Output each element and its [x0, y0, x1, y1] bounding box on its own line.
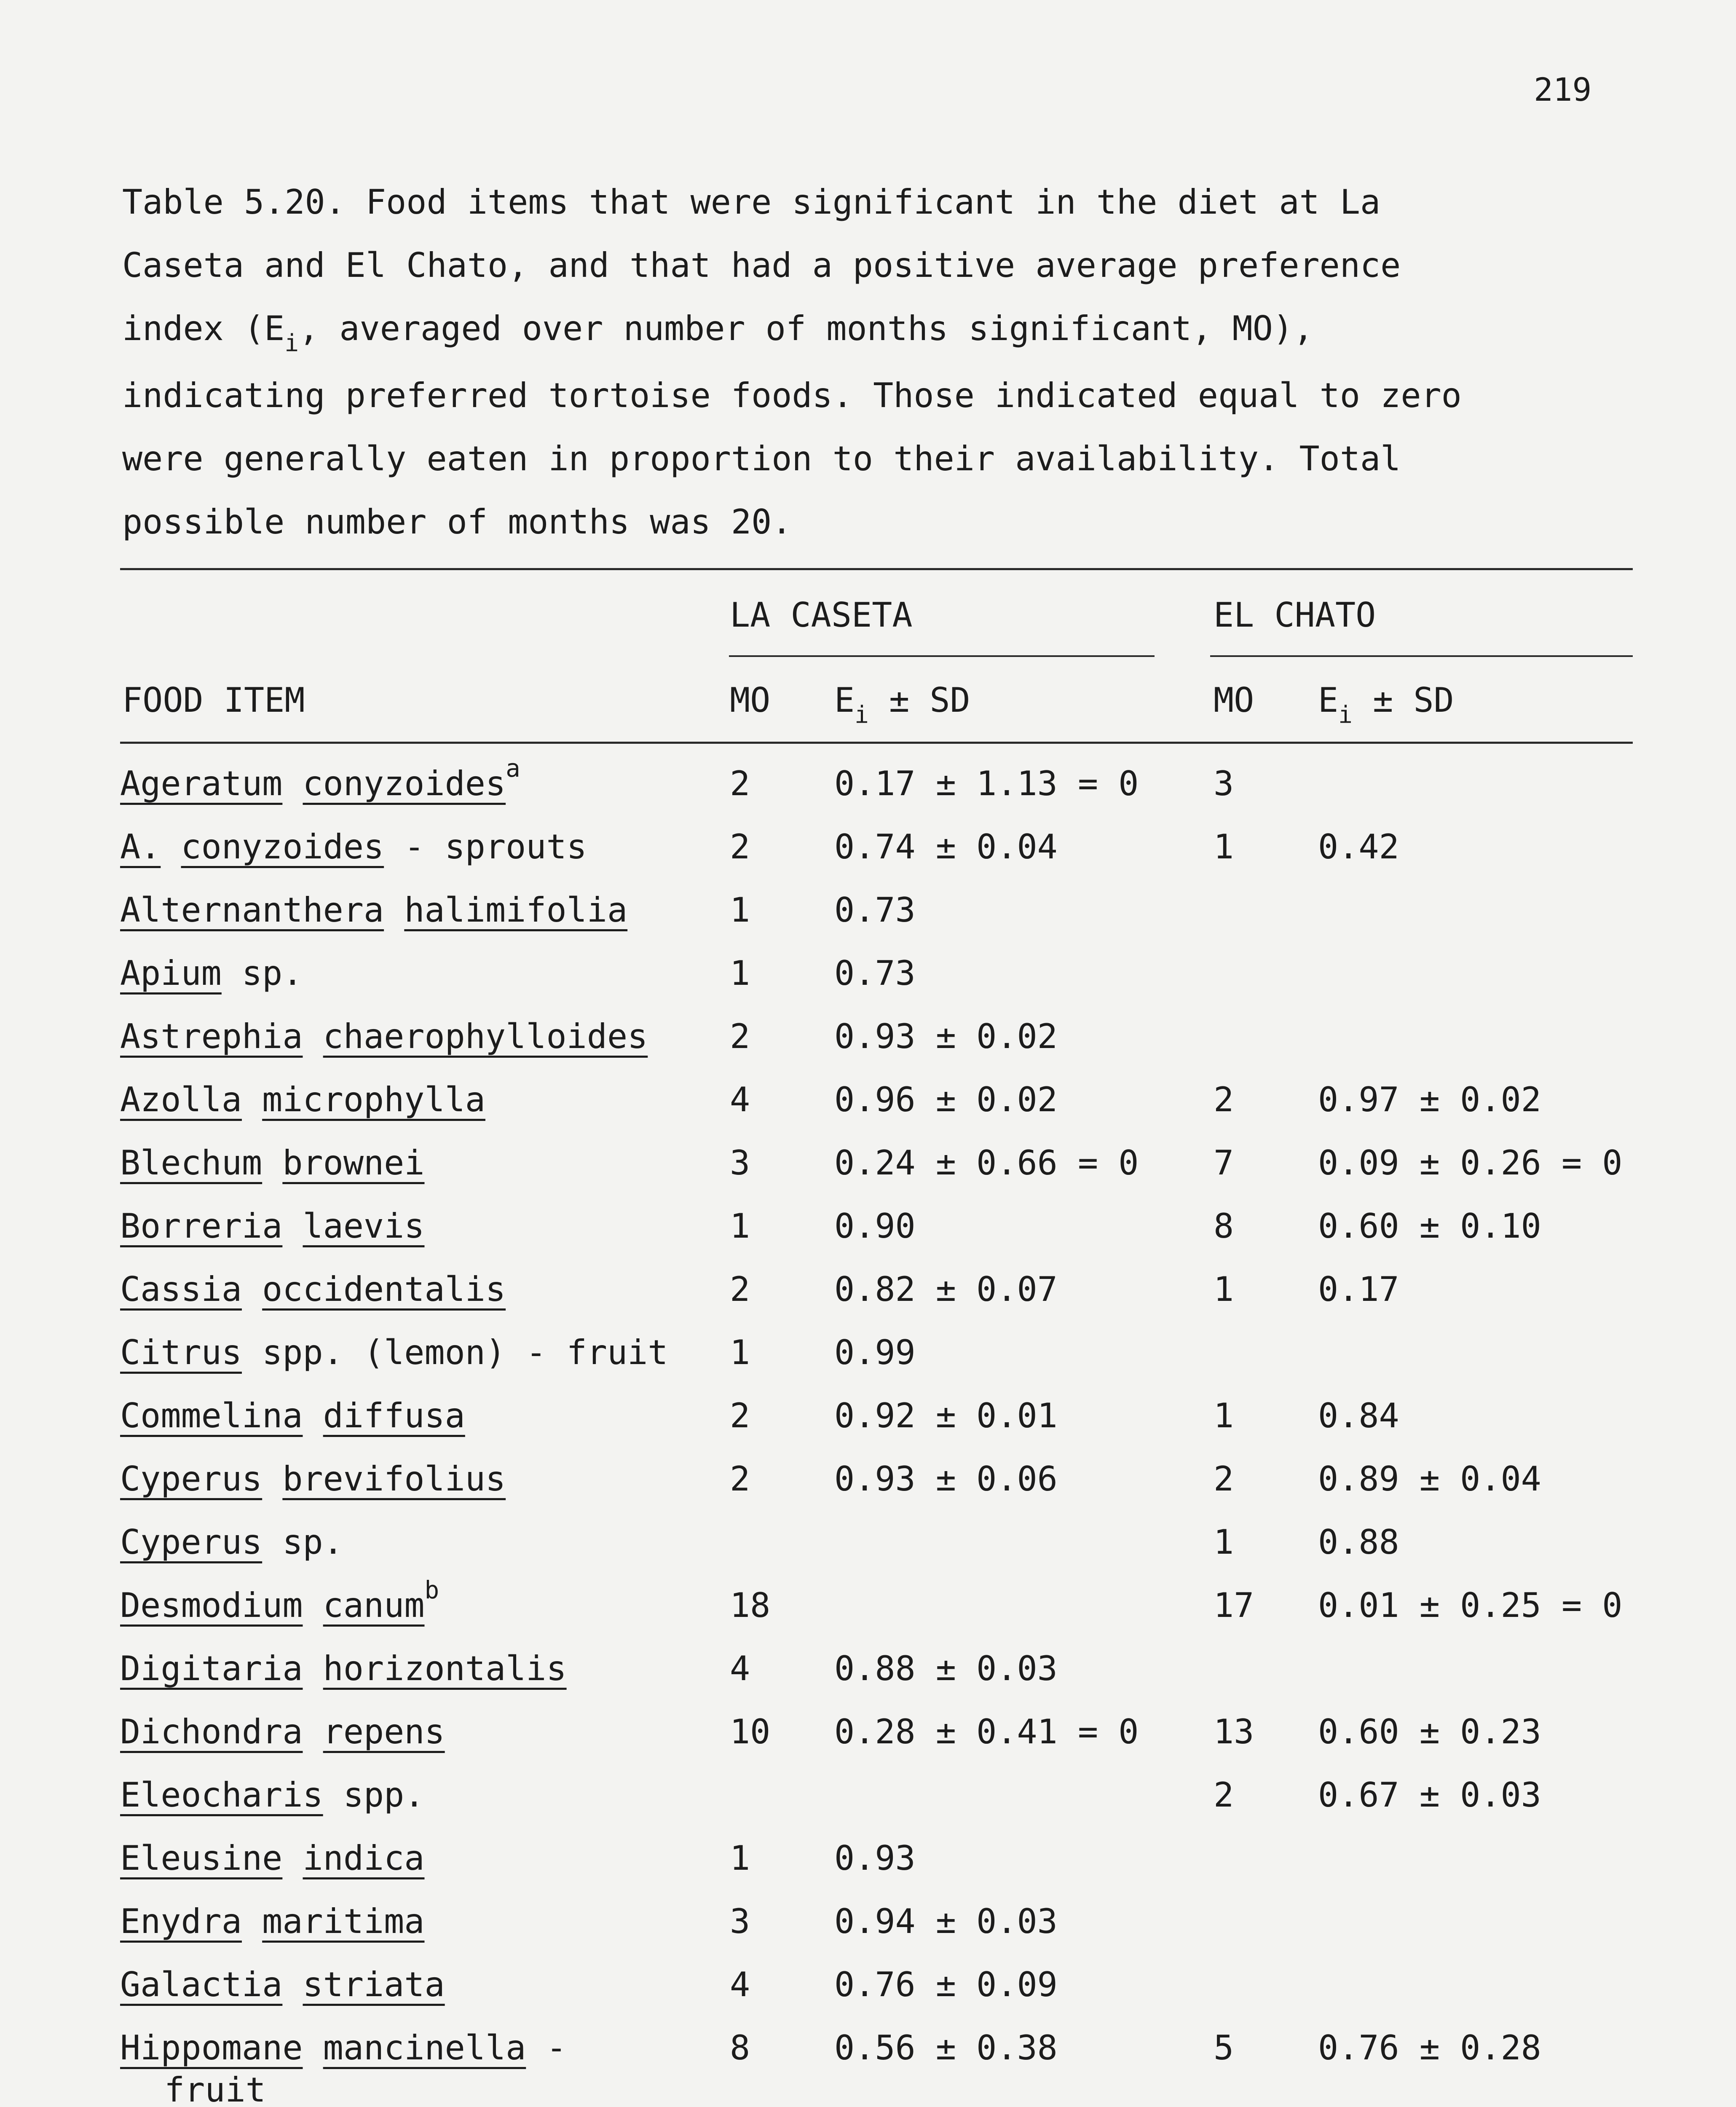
- el-chato-mo: 5: [1214, 2028, 1234, 2067]
- la-caseta-ei-sd: 0.90: [834, 1206, 916, 1246]
- la-caseta-mo: 1: [730, 890, 750, 930]
- caption-part-2: , averaged over number of months significant, MO), indicating preferred tortoise foods. Those indicated equal to zero were generally eaten in proportion to their availability. Total possible number of months was 20.: [122, 309, 1462, 541]
- la-caseta-ei-sd: 0.99: [834, 1333, 916, 1372]
- food-item-name: [120, 1268, 506, 1311]
- header-ec-mo: MO: [1214, 681, 1254, 720]
- species: striata: [303, 1965, 445, 2004]
- la-caseta-ei-sd: 0.73: [834, 890, 916, 930]
- genus: Apium: [120, 954, 222, 993]
- el-chato-ei-sd: 0.97 ± 0.02: [1318, 1080, 1541, 1119]
- la-caseta-mo: 3: [730, 1902, 750, 1941]
- la-caseta-ei-sd: 0.92 ± 0.01: [834, 1396, 1058, 1435]
- la-caseta-ei-sd: 0.76 ± 0.09: [834, 1965, 1058, 2004]
- el-chato-ei-sd: 0.17: [1318, 1270, 1399, 1309]
- el-chato-mo: 1: [1214, 1270, 1234, 1309]
- genus: Eleusine: [120, 1839, 283, 1878]
- la-caseta-rule: [729, 655, 1155, 657]
- el-chato-ei-sd: 0.42: [1318, 827, 1399, 866]
- species: halimifolia: [404, 890, 628, 930]
- la-caseta-ei-sd: 0.28 ± 0.41 = 0: [834, 1712, 1139, 1751]
- header-lc-sub: i: [855, 701, 869, 729]
- la-caseta-mo: 10: [730, 1712, 771, 1751]
- header-ec-sd: ± SD: [1373, 681, 1454, 720]
- la-caseta-mo: 18: [730, 1586, 771, 1625]
- genus: Blechum: [120, 1143, 263, 1182]
- la-caseta-mo: 2: [730, 1270, 750, 1309]
- genus: Borreria: [120, 1206, 283, 1246]
- el-chato-mo: 7: [1214, 1143, 1234, 1182]
- header-lc-mo: MO: [730, 681, 771, 720]
- la-caseta-ei-sd: 0.93: [834, 1839, 916, 1878]
- food-item-name: [120, 1016, 648, 1058]
- species: horizontalis: [323, 1649, 567, 1688]
- header-lc-e: E: [834, 681, 855, 720]
- genus: Eleocharis: [120, 1775, 323, 1815]
- table-top-rule: [120, 568, 1633, 570]
- la-caseta-mo: 3: [730, 1143, 750, 1182]
- food-item-name: [120, 2027, 567, 2069]
- el-chato-ei-sd: 0.09 ± 0.26 = 0: [1318, 1143, 1623, 1182]
- food-item-name: [120, 1458, 506, 1500]
- genus: Cyperus: [120, 1523, 263, 1562]
- species: mancinella: [323, 2028, 526, 2067]
- species: laevis: [303, 1206, 425, 1246]
- page-number: 219: [1534, 71, 1592, 108]
- la-caseta-mo: 4: [730, 1649, 750, 1688]
- food-item-name: [120, 1711, 445, 1753]
- header-ec-sub: i: [1338, 701, 1353, 729]
- la-caseta-ei-sd: 0.74 ± 0.04: [834, 827, 1058, 866]
- species: occidentalis: [262, 1270, 506, 1309]
- el-chato-ei-sd: 0.89 ± 0.04: [1318, 1459, 1541, 1498]
- food-item-name: [120, 1142, 424, 1184]
- genus: Hippomane: [120, 2028, 303, 2067]
- food-item-name: [120, 889, 627, 931]
- species: canum: [323, 1586, 425, 1625]
- species: repens: [323, 1712, 445, 1751]
- species: brownei: [282, 1143, 425, 1182]
- header-bottom-rule: [120, 742, 1633, 744]
- food-item-name: [120, 826, 587, 868]
- la-caseta-ei-sd: 0.94 ± 0.03: [834, 1902, 1058, 1941]
- la-caseta-ei-sd: 0.17 ± 1.13 = 0: [834, 764, 1139, 803]
- species: conyzoides: [181, 827, 384, 866]
- header-lc-ei-sd: [834, 679, 970, 729]
- la-caseta-ei-sd: 0.56 ± 0.38: [834, 2028, 1058, 2067]
- genus: Astrephia: [120, 1017, 303, 1056]
- el-chato-mo: 2: [1214, 1775, 1234, 1815]
- la-caseta-mo: 2: [730, 1459, 750, 1498]
- name-suffix: spp. (lemon) - fruit: [241, 1333, 668, 1372]
- species: microphylla: [262, 1080, 485, 1119]
- footnote-marker: a: [506, 754, 520, 783]
- name-suffix: - sprouts: [384, 827, 587, 866]
- la-caseta-ei-sd: 0.93 ± 0.06: [834, 1459, 1058, 1498]
- genus: Alternanthera: [120, 890, 384, 930]
- la-caseta-mo: 2: [730, 1396, 750, 1435]
- genus: A.: [120, 827, 161, 866]
- food-item-name: [120, 1774, 424, 1816]
- food-item-name: [120, 1837, 424, 1879]
- header-la-caseta: LA CASETA: [730, 595, 913, 635]
- el-chato-ei-sd: 0.60 ± 0.10: [1318, 1206, 1541, 1246]
- genus: Digitaria: [120, 1649, 303, 1688]
- el-chato-mo: 13: [1214, 1712, 1254, 1751]
- la-caseta-ei-sd: 0.88 ± 0.03: [834, 1649, 1058, 1688]
- la-caseta-ei-sd: 0.24 ± 0.66 = 0: [834, 1143, 1139, 1182]
- food-item-name: [120, 754, 520, 808]
- species: conyzoides: [303, 764, 506, 803]
- name-suffix: sp.: [221, 954, 303, 993]
- header-lc-sd: ± SD: [889, 681, 970, 720]
- la-caseta-mo: 4: [730, 1965, 750, 2004]
- species: indica: [303, 1839, 425, 1878]
- species: diffusa: [323, 1396, 465, 1435]
- el-chato-ei-sd: 0.01 ± 0.25 = 0: [1318, 1586, 1623, 1625]
- la-caseta-ei-sd: 0.82 ± 0.07: [834, 1270, 1058, 1309]
- la-caseta-mo: 1: [730, 1839, 750, 1878]
- species: chaerophylloides: [323, 1017, 648, 1056]
- el-chato-ei-sd: 0.88: [1318, 1523, 1399, 1562]
- genus: Citrus: [120, 1333, 242, 1372]
- la-caseta-ei-sd: 0.73: [834, 954, 916, 993]
- food-item-name: [120, 1332, 668, 1374]
- food-item-name: [120, 952, 303, 995]
- header-ec-ei-sd: [1318, 679, 1454, 729]
- el-chato-rule: [1210, 655, 1633, 657]
- name-suffix: -: [526, 2028, 567, 2067]
- food-item-name: [120, 1964, 445, 2006]
- genus: Ageratum: [120, 764, 283, 803]
- header-el-chato: EL CHATO: [1214, 595, 1376, 635]
- footnote-marker: b: [424, 1576, 439, 1604]
- header-ec-e: E: [1318, 681, 1339, 720]
- el-chato-ei-sd: 0.84: [1318, 1396, 1399, 1435]
- name-suffix: sp.: [262, 1523, 343, 1562]
- genus: Commelina: [120, 1396, 303, 1435]
- species: brevifolius: [282, 1459, 506, 1498]
- genus: Dichondra: [120, 1712, 303, 1751]
- name-suffix: spp.: [323, 1775, 425, 1815]
- food-item-name: [120, 1395, 465, 1437]
- la-caseta-mo: 2: [730, 827, 750, 866]
- genus: Galactia: [120, 1965, 283, 2004]
- table-caption: [122, 171, 1513, 554]
- el-chato-ei-sd: 0.67 ± 0.03: [1318, 1775, 1541, 1815]
- el-chato-mo: 8: [1214, 1206, 1234, 1246]
- food-item-name: [120, 1648, 567, 1690]
- food-item-name: [120, 1901, 424, 1943]
- la-caseta-mo: 1: [730, 1333, 750, 1372]
- food-item-name: [120, 1079, 485, 1121]
- el-chato-ei-sd: 0.76 ± 0.28: [1318, 2028, 1541, 2067]
- la-caseta-mo: 8: [730, 2028, 750, 2067]
- la-caseta-ei-sd: 0.93 ± 0.02: [834, 1017, 1058, 1056]
- caption-part-1: Table 5.20. Food items that were significant in the diet at La Caseta and El Chato, and that had a positive average preference index (E: [122, 182, 1401, 348]
- food-item-name: [120, 1576, 439, 1630]
- el-chato-mo: 3: [1214, 764, 1234, 803]
- genus: Cyperus: [120, 1459, 263, 1498]
- genus: Azolla: [120, 1080, 242, 1119]
- la-caseta-mo: 1: [730, 954, 750, 993]
- genus: Cassia: [120, 1270, 242, 1309]
- food-item-continuation: fruit: [164, 2070, 266, 2107]
- genus: Desmodium: [120, 1586, 303, 1625]
- food-item-name: [120, 1521, 343, 1563]
- header-food-item: FOOD ITEM: [122, 681, 305, 720]
- la-caseta-mo: 1: [730, 1206, 750, 1246]
- caption-subscript: i: [284, 330, 299, 357]
- la-caseta-mo: 2: [730, 1017, 750, 1056]
- species: maritima: [262, 1902, 425, 1941]
- la-caseta-ei-sd: 0.96 ± 0.02: [834, 1080, 1058, 1119]
- genus: Enydra: [120, 1902, 242, 1941]
- el-chato-mo: 2: [1214, 1459, 1234, 1498]
- el-chato-mo: 1: [1214, 827, 1234, 866]
- food-item-name: [120, 1205, 424, 1247]
- el-chato-mo: 1: [1214, 1523, 1234, 1562]
- el-chato-mo: 1: [1214, 1396, 1234, 1435]
- la-caseta-mo: 2: [730, 764, 750, 803]
- el-chato-mo: 17: [1214, 1586, 1254, 1625]
- el-chato-mo: 2: [1214, 1080, 1234, 1119]
- la-caseta-mo: 4: [730, 1080, 750, 1119]
- el-chato-ei-sd: 0.60 ± 0.23: [1318, 1712, 1541, 1751]
